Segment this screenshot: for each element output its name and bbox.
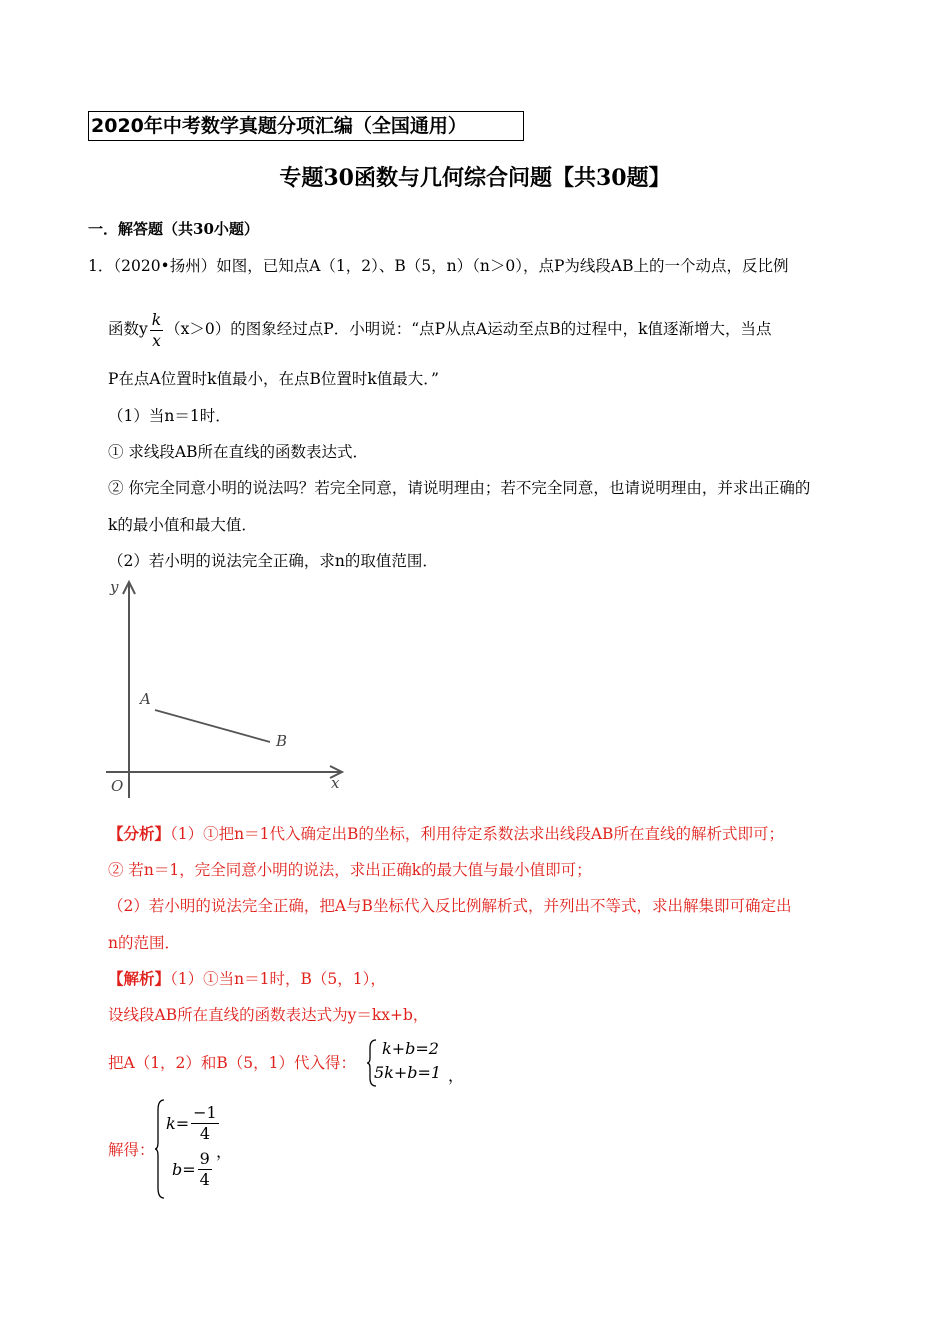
function-prefix: 函数y [108, 320, 148, 338]
question-1: （1）当n＝1时． [108, 407, 231, 425]
analysis-line-3: （2）若小明的说法完全正确，把A与B坐标代入反比例解析式，并列出不等式，求出解集即可确定出 [108, 897, 792, 915]
problem-intro: 1．（2020•扬州）如图，已知点A（1，2）、B（5，n）（n＞0），点P为线段AB上的一个动点，反比例 [88, 257, 789, 275]
origin-label: O [111, 777, 124, 795]
solution-line-2: 设线段AB所在直线的函数表达式为y＝kx+b， [108, 1006, 429, 1024]
fraction-denominator: x [152, 331, 161, 350]
solution-line-3: 把A（1，2）和B（5，1）代入得： [108, 1054, 357, 1072]
section-heading: 一．解答题（共30小题） [88, 220, 259, 238]
analysis-line-4: n的范围． [108, 934, 180, 952]
segment-ab [155, 710, 270, 742]
point-b-label: B [276, 732, 288, 750]
solution-b [172, 1149, 214, 1190]
x-axis-label: x [331, 774, 340, 792]
solution-line-1 [108, 968, 386, 990]
question-2: （2）若小明的说法完全正确，求n的取值范围． [108, 552, 438, 570]
function-fraction [150, 310, 163, 351]
system-1-comma: ， [448, 1066, 465, 1085]
y-axis-label: y [110, 578, 119, 596]
analysis-tag: 【分析】 [108, 824, 171, 843]
system-1-equation-2: 5k+b=1 [374, 1063, 442, 1082]
system-2-brace [154, 1098, 166, 1200]
solution-k [166, 1103, 221, 1144]
question-1b-continued: k的最小值和最大值． [108, 516, 257, 534]
analysis-line-2: ② 若n＝1，完全同意小明的说法，求出正确k的最大值与最小值即可； [108, 861, 592, 879]
k-denominator: 4 [199, 1124, 210, 1143]
solution-text-1: （1）①当n＝1时，B（5，1）， [170, 970, 386, 988]
question-1a: ① 求线段AB所在直线的函数表达式． [108, 443, 369, 461]
problem-line3: P在点A位置时k值最小，在点B位置时k值最大．” [108, 370, 439, 388]
question-1b: ② 你完全同意小明的说法吗？若完全同意，请说明理由；若不完全同意，也请说明理由，并求出正确的 [108, 479, 811, 497]
point-a-label: A [140, 690, 151, 708]
problem-function-line [108, 307, 772, 351]
k-numerator: −1 [193, 1103, 217, 1122]
solution-line-4: 解得： [108, 1141, 155, 1159]
document-title: 专题30函数与几何综合问题【共30题】 [279, 165, 671, 191]
analysis-line-1 [108, 823, 784, 845]
fraction-numerator: k [151, 310, 162, 329]
b-label: b= [172, 1160, 196, 1179]
b-numerator: 9 [199, 1149, 210, 1168]
analysis-text-1: （1）①把n＝1代入确定出B的坐标，利用待定系数法求出线段AB所在直线的解析式即可； [170, 825, 784, 843]
solution-tag: 【解析】 [108, 969, 171, 988]
system-1-equation-1: k+b=2 [382, 1039, 439, 1058]
series-title: 2020年中考数学真题分项汇编（全国通用） [91, 115, 467, 137]
system-2-comma: ， [216, 1142, 233, 1161]
coordinate-figure [100, 576, 360, 806]
series-title-box [88, 111, 524, 141]
function-suffix: （x＞0）的图象经过点P．小明说：“点P从点A运动至点B的过程中，k值逐渐增大，当点 [165, 320, 772, 338]
k-label: k= [166, 1114, 190, 1133]
b-fraction [198, 1149, 212, 1190]
k-fraction [191, 1103, 219, 1144]
b-denominator: 4 [199, 1170, 210, 1189]
